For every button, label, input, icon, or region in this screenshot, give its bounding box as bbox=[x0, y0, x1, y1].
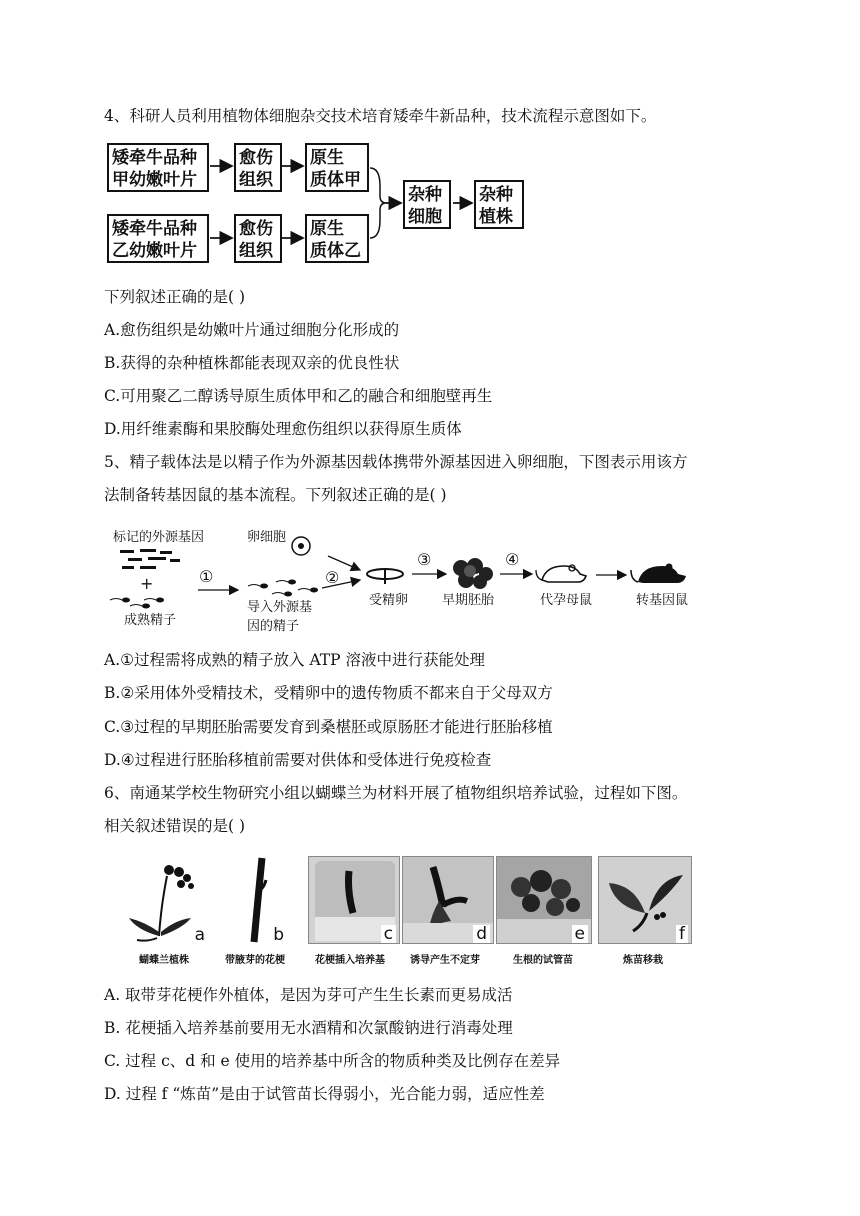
label-step-2: ② bbox=[325, 568, 340, 587]
q6-option-d: D. 过程 f “炼苗”是由于试管苗长得弱小，光合能力弱，适应性差 bbox=[104, 1085, 545, 1103]
early-embryo-icon bbox=[453, 558, 493, 589]
panel-letter-f: f bbox=[676, 925, 688, 943]
q4-stem: 4、科研人员利用植物体细胞杂交技术培育矮牵牛新品种，技术流程示意图如下。 bbox=[104, 107, 657, 125]
q5-option-c: C.③过程的早期胚胎需要发育到桑椹胚或原肠胚才能进行胚胎移植 bbox=[104, 718, 553, 736]
q5-option-d: D.④过程进行胚胎移植前需要对供体和受体进行免疫检查 bbox=[104, 751, 492, 769]
label-early-embryo: 早期胚胎 bbox=[442, 593, 495, 608]
mouse-filled-icon bbox=[631, 564, 686, 584]
flow-box-callus-b: 愈伤 组织 bbox=[234, 214, 282, 263]
label-zygote: 受精卵 bbox=[369, 593, 409, 608]
q6-stem-line2: 相关叙述错误的是( ) bbox=[104, 817, 246, 835]
label-egg: 卵细胞 bbox=[247, 530, 287, 545]
label-gene-sperm-l2: 因的精子 bbox=[247, 619, 300, 634]
caption-d: 诱导产生不定芽 bbox=[410, 955, 480, 966]
q4-option-c: C.可用聚乙二醇诱导原生质体甲和乙的融合和细胞壁再生 bbox=[104, 387, 493, 405]
photo-panel-d bbox=[402, 856, 494, 944]
egg-icon bbox=[292, 537, 310, 555]
label-gene-sperm-l1: 导入外源基 bbox=[247, 600, 313, 615]
label-marked-gene: 标记的外源基因 bbox=[113, 530, 205, 545]
photo-panel-a bbox=[121, 856, 211, 944]
caption-c: 花梗插入培养基 bbox=[315, 955, 385, 966]
q4-option-b: B.获得的杂种植株都能表现双亲的优良性状 bbox=[104, 354, 400, 372]
zygote-icon bbox=[367, 569, 403, 584]
q4-option-a: A.愈伤组织是幼嫩叶片通过细胞分化形成的 bbox=[104, 321, 400, 339]
caption-b: 带腋芽的花梗 bbox=[225, 955, 285, 966]
q5-option-a: A.①过程需将成熟的精子放入 ATP 溶液中进行获能处理 bbox=[104, 651, 485, 669]
mouse-outline-icon bbox=[536, 565, 586, 582]
q4-prompt: 下列叙述正确的是( ) bbox=[104, 288, 246, 306]
flow-box-leaf-a: 矮牵牛品种 甲幼嫩叶片 bbox=[107, 143, 209, 192]
panel-letter-c: c bbox=[381, 925, 396, 943]
photo-panel-b bbox=[218, 856, 290, 944]
gene-sperm-icon bbox=[248, 580, 318, 597]
sperm-icon bbox=[110, 598, 164, 609]
photo-panel-c bbox=[308, 856, 400, 944]
caption-e: 生根的试管苗 bbox=[513, 955, 573, 966]
label-mature-sperm: 成熟精子 bbox=[124, 613, 177, 628]
q4-option-d: D.用纤维素酶和果胶酶处理愈伤组织以获得原生质体 bbox=[104, 420, 462, 438]
q6-option-a: A. 取带芽花梗作外植体，是因为芽可产生生长素而更易成活 bbox=[104, 986, 513, 1004]
flow-box-hybrid-plant: 杂种 植株 bbox=[474, 180, 524, 229]
flow-box-callus-a: 愈伤 组织 bbox=[234, 143, 282, 192]
label-step-4: ④ bbox=[505, 550, 520, 569]
panel-letter-e: e bbox=[572, 925, 588, 943]
flow-box-hybrid-cell: 杂种 细胞 bbox=[403, 180, 451, 229]
panel-letter-b: b bbox=[270, 926, 287, 944]
photo-panel-f bbox=[598, 856, 692, 944]
q5-stem-line2: 法制备转基因鼠的基本流程。下列叙述正确的是( ) bbox=[104, 486, 447, 504]
photo-panel-e bbox=[496, 856, 592, 944]
q5-option-b: B.②采用体外受精技术，受精卵中的遗传物质不都来自于父母双方 bbox=[104, 684, 553, 702]
gene-fragments-icon bbox=[120, 549, 180, 569]
label-surrogate: 代孕母鼠 bbox=[540, 593, 593, 608]
flow-box-protoplast-b: 原生 质体乙 bbox=[305, 214, 369, 263]
label-step-3: ③ bbox=[417, 550, 432, 569]
label-plus: + bbox=[140, 574, 154, 593]
flow-box-leaf-b: 矮牵牛品种 乙幼嫩叶片 bbox=[107, 214, 209, 263]
q6-option-c: C. 过程 c、d 和 e 使用的培养基中所含的物质种类及比例存在差异 bbox=[104, 1052, 561, 1070]
q6-stem-line1: 6、南通某学校生物研究小组以蝴蝶兰为材料开展了植物组织培养试验，过程如下图。 bbox=[104, 784, 688, 802]
caption-a: 蝴蝶兰植株 bbox=[139, 955, 189, 966]
q6-option-b: B. 花梗插入培养基前要用无水酒精和次氯酸钠进行消毒处理 bbox=[104, 1019, 513, 1037]
label-transgenic: 转基因鼠 bbox=[636, 593, 689, 608]
panel-letter-d: d bbox=[473, 925, 490, 943]
caption-f: 炼苗移栽 bbox=[623, 955, 663, 966]
q5-stem-line1: 5、精子载体法是以精子作为外源基因载体携带外源基因进入卵细胞，下图表示用该方 bbox=[104, 453, 688, 471]
flow-box-protoplast-a: 原生 质体甲 bbox=[305, 143, 369, 192]
label-step-1: ① bbox=[199, 567, 214, 586]
panel-letter-a: a bbox=[192, 926, 208, 944]
